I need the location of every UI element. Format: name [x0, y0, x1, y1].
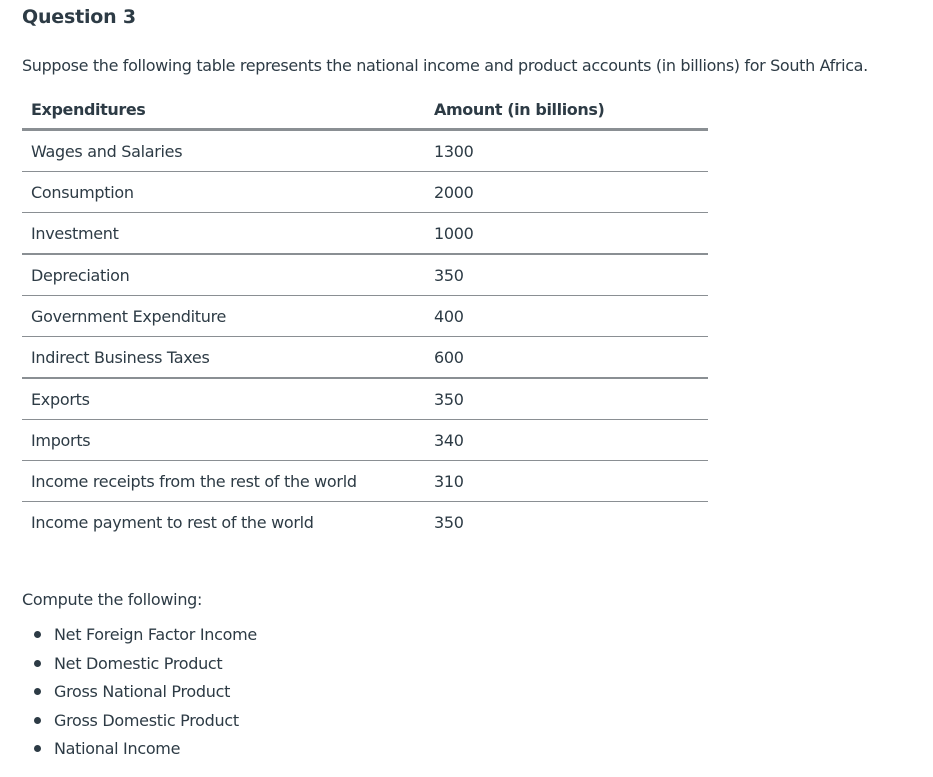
question-title: Question 3 [22, 6, 136, 28]
table-row [22, 461, 708, 502]
list-item-text: National Income [54, 739, 181, 758]
list-item [54, 736, 257, 765]
row-amount: 350 [425, 378, 708, 420]
list-item-text: Net Foreign Factor Income [54, 625, 257, 644]
table-row [22, 502, 708, 543]
table-row [22, 213, 708, 255]
row-label: Government Expenditure [22, 296, 425, 337]
row-amount: 600 [425, 337, 708, 379]
row-label: Indirect Business Taxes [22, 337, 425, 379]
bullet-icon [34, 717, 41, 724]
row-amount: 400 [425, 296, 708, 337]
row-amount: 350 [425, 254, 708, 296]
row-label: Depreciation [22, 254, 425, 296]
question-intro: Suppose the following table represents the national income and product accounts (in billions) for South Africa. [22, 56, 868, 75]
table-row [22, 172, 708, 213]
row-label: Investment [22, 213, 425, 255]
row-amount: 310 [425, 461, 708, 502]
list-item [54, 708, 257, 737]
bullet-icon [34, 745, 41, 752]
header-amount: Amount (in billions) [425, 90, 708, 130]
header-expenditures: Expenditures [22, 90, 425, 130]
row-label: Exports [22, 378, 425, 420]
table-header-row [22, 90, 708, 130]
compute-prompt: Compute the following: [22, 590, 203, 609]
row-amount: 1300 [425, 130, 708, 172]
table-row [22, 130, 708, 172]
row-amount: 340 [425, 420, 708, 461]
row-label: Income receipts from the rest of the world [22, 461, 425, 502]
table-row [22, 420, 708, 461]
list-item [54, 622, 257, 651]
table-row [22, 296, 708, 337]
row-amount: 1000 [425, 213, 708, 255]
bullet-icon [34, 688, 41, 695]
row-label: Income payment to rest of the world [31, 512, 314, 532]
compute-list [22, 622, 257, 765]
bullet-icon [34, 660, 41, 667]
table-row [22, 378, 708, 420]
list-item-text: Gross Domestic Product [54, 710, 239, 730]
bullet-icon [34, 631, 41, 638]
accounts-table [22, 90, 708, 542]
table-row [22, 337, 708, 379]
list-item-text: Net Domestic Product [54, 653, 223, 673]
list-item-text: Gross National Product [54, 682, 231, 701]
row-label: Consumption [22, 172, 425, 213]
list-item [54, 651, 257, 680]
row-label: Imports [22, 420, 425, 461]
list-item [54, 679, 257, 708]
row-amount: 350 [434, 512, 464, 532]
row-amount: 2000 [425, 172, 708, 213]
row-label: Wages and Salaries [22, 130, 425, 172]
table-row [22, 254, 708, 296]
